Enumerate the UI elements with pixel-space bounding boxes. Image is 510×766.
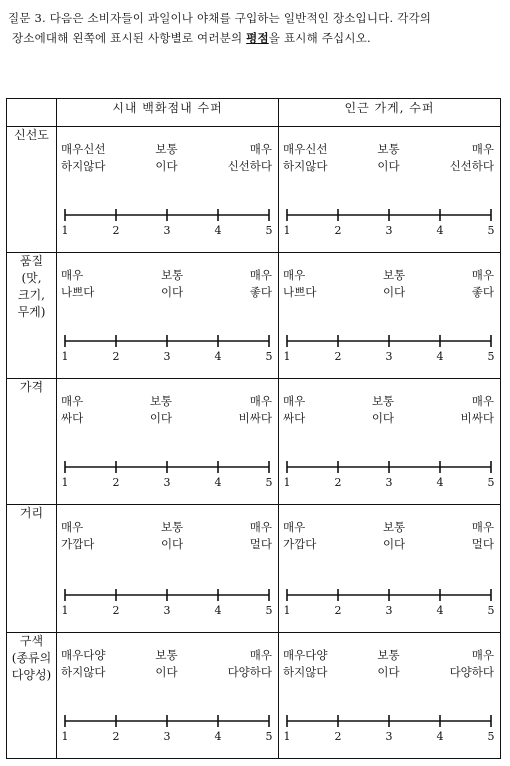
scale-point-label: 5 bbox=[265, 224, 273, 237]
scale-point-label: 4 bbox=[436, 476, 444, 489]
attribute-label-line: 구색 bbox=[19, 634, 44, 648]
rating-cell-nearby-store bbox=[279, 253, 501, 379]
scale-anchor-high-line: 매우 bbox=[471, 648, 494, 662]
scale-anchor-low-line: 싸다 bbox=[61, 411, 84, 425]
scale-anchors bbox=[57, 633, 278, 681]
attribute-label-line: (종류의 bbox=[11, 651, 52, 665]
scale-anchor-high-line: 신선하다 bbox=[227, 159, 272, 173]
scale-point-label: 2 bbox=[334, 224, 342, 237]
scale-anchor-mid-line: 보통 bbox=[377, 142, 400, 156]
attribute-label bbox=[7, 253, 57, 379]
scale-anchor-mid-line: 이다 bbox=[371, 411, 395, 425]
rating-scale bbox=[57, 329, 277, 369]
attribute-label bbox=[7, 379, 57, 505]
rating-cell-nearby-store bbox=[279, 127, 501, 253]
scale-anchor-mid-line: 보통 bbox=[155, 648, 178, 662]
scale-anchor-low-line: 매우 bbox=[283, 520, 306, 534]
scale-anchor-high-line: 좋다 bbox=[471, 285, 494, 299]
scale-anchor-high-line: 비싸다 bbox=[460, 411, 494, 425]
scale-anchors bbox=[57, 379, 278, 427]
scale-anchor-mid bbox=[383, 519, 405, 553]
scale-point-label: 5 bbox=[265, 604, 273, 617]
scale-point-label: 2 bbox=[334, 350, 342, 363]
scale-anchor-low-line: 매우 bbox=[61, 394, 84, 408]
scale-anchors bbox=[279, 633, 500, 681]
scale-anchor-high bbox=[461, 393, 494, 427]
scale-anchor-low-line: 하지않다 bbox=[61, 665, 106, 679]
scale-anchor-low bbox=[61, 267, 94, 301]
scale-anchor-low bbox=[61, 519, 94, 553]
scale-anchor-mid-line: 이다 bbox=[155, 159, 178, 173]
scale-anchor-high-line: 다양하다 bbox=[449, 665, 494, 679]
scale-point-label: 5 bbox=[265, 476, 273, 489]
scale-point-label: 3 bbox=[163, 224, 171, 237]
scale-anchor-mid-line: 보통 bbox=[382, 268, 406, 282]
scale-point-label: 3 bbox=[163, 604, 171, 617]
scale-anchor-low bbox=[283, 647, 327, 681]
scale-point-label: 3 bbox=[163, 730, 171, 743]
rating-cell-department-store bbox=[57, 379, 279, 505]
scale-point-label: 4 bbox=[214, 476, 222, 489]
scale-anchor-mid-line: 이다 bbox=[155, 665, 178, 679]
scale-anchor-low-line: 매우신선 bbox=[61, 142, 106, 156]
attribute-label-line: 가격 bbox=[19, 380, 44, 394]
attribute-row bbox=[7, 633, 501, 759]
scale-point-label: 5 bbox=[265, 730, 273, 743]
scale-anchor-low bbox=[61, 647, 105, 681]
scale-anchor-mid-line: 이다 bbox=[149, 411, 173, 425]
header-row bbox=[7, 99, 501, 127]
question-line-1: 질문 3. 다음은 소비자들이 과일이나 야채를 구입하는 일반적인 장소입니다. 각각의 bbox=[8, 11, 432, 25]
rating-cell-nearby-store bbox=[279, 379, 501, 505]
scale-anchor-high bbox=[472, 267, 494, 301]
scale-point-label: 2 bbox=[334, 476, 342, 489]
scale-anchor-high-line: 매우 bbox=[471, 268, 494, 282]
scale-anchors bbox=[279, 253, 500, 301]
scale-point-label: 1 bbox=[283, 350, 291, 363]
scale-point-label: 5 bbox=[487, 476, 495, 489]
rating-cell-department-store bbox=[57, 127, 279, 253]
attribute-label bbox=[7, 127, 57, 253]
scale-anchor-mid-line: 이다 bbox=[377, 665, 400, 679]
scale-anchor-high-line: 매우 bbox=[471, 142, 494, 156]
question-text bbox=[8, 8, 504, 48]
attribute-label-line: 무게) bbox=[17, 305, 46, 319]
attribute-row bbox=[7, 253, 501, 379]
scale-anchor-low-line: 하지않다 bbox=[283, 159, 328, 173]
scale-anchor-mid-line: 보통 bbox=[371, 394, 395, 408]
scale-point-label: 2 bbox=[112, 730, 120, 743]
attribute-label-line: 다양성) bbox=[11, 668, 52, 682]
scale-point-label: 5 bbox=[487, 350, 495, 363]
scale-anchor-mid-line: 보통 bbox=[160, 268, 184, 282]
scale-point-label: 1 bbox=[283, 604, 291, 617]
attribute-row bbox=[7, 127, 501, 253]
scale-anchor-high bbox=[239, 393, 272, 427]
scale-anchors bbox=[279, 127, 500, 175]
scale-anchor-mid-line: 보통 bbox=[382, 520, 406, 534]
scale-point-label: 4 bbox=[214, 224, 222, 237]
scale-point-label: 3 bbox=[163, 476, 171, 489]
question-emphasis: 평점 bbox=[246, 31, 269, 45]
header-department-store: 시내 백화점내 수퍼 bbox=[57, 99, 279, 127]
scale-point-label: 1 bbox=[283, 476, 291, 489]
rating-scale bbox=[279, 455, 499, 495]
scale-anchor-high bbox=[250, 267, 272, 301]
scale-point-label: 1 bbox=[61, 476, 69, 489]
attribute-label bbox=[7, 505, 57, 633]
scale-anchor-mid bbox=[377, 141, 399, 175]
scale-anchor-high-line: 매우 bbox=[249, 648, 272, 662]
scale-anchors bbox=[279, 379, 500, 427]
question-line-2-start: 장소에대해 왼쪽에 표시된 사항별로 여러분의 bbox=[12, 31, 247, 45]
scale-anchor-low bbox=[283, 519, 316, 553]
scale-anchor-high-line: 멀다 bbox=[249, 537, 272, 551]
scale-anchor-low-line: 싸다 bbox=[283, 411, 306, 425]
scale-point-label: 1 bbox=[61, 730, 69, 743]
scale-anchor-low-line: 하지않다 bbox=[283, 665, 328, 679]
scale-anchor-mid bbox=[383, 267, 405, 301]
scale-anchor-low-line: 매우 bbox=[61, 520, 84, 534]
scale-anchor-low bbox=[283, 393, 305, 427]
scale-anchor-mid-line: 보통 bbox=[377, 648, 400, 662]
rating-cell-nearby-store bbox=[279, 505, 501, 633]
attribute-row bbox=[7, 505, 501, 633]
scale-point-label: 4 bbox=[214, 350, 222, 363]
attribute-label-line: 크기, bbox=[18, 288, 45, 302]
rating-scale bbox=[57, 583, 277, 623]
scale-anchor-mid bbox=[161, 267, 183, 301]
scale-anchor-mid-line: 이다 bbox=[377, 159, 400, 173]
scale-anchor-mid-line: 보통 bbox=[160, 520, 184, 534]
scale-point-label: 4 bbox=[436, 730, 444, 743]
scale-anchor-mid-line: 보통 bbox=[155, 142, 178, 156]
scale-point-label: 4 bbox=[436, 350, 444, 363]
scale-point-label: 2 bbox=[112, 476, 120, 489]
rating-cell-department-store bbox=[57, 505, 279, 633]
scale-anchor-high-line: 멀다 bbox=[471, 537, 494, 551]
scale-anchor-mid-line: 이다 bbox=[160, 285, 184, 299]
scale-point-label: 3 bbox=[385, 476, 393, 489]
scale-point-label: 1 bbox=[61, 604, 69, 617]
scale-point-label: 1 bbox=[61, 350, 69, 363]
scale-anchor-high-line: 매우 bbox=[249, 142, 272, 156]
scale-anchor-mid-line: 이다 bbox=[382, 537, 406, 551]
attribute-label-line: (맛, bbox=[21, 271, 42, 285]
scale-point-label: 1 bbox=[283, 224, 291, 237]
scale-point-label: 5 bbox=[487, 730, 495, 743]
scale-point-label: 2 bbox=[112, 350, 120, 363]
scale-anchor-high-line: 비싸다 bbox=[238, 411, 272, 425]
rating-scale bbox=[57, 455, 277, 495]
scale-point-label: 2 bbox=[112, 604, 120, 617]
rating-scale bbox=[279, 203, 499, 243]
scale-anchor-low-line: 매우다양 bbox=[61, 648, 106, 662]
scale-anchor-mid bbox=[372, 393, 394, 427]
scale-anchor-low-line: 매우 bbox=[283, 268, 306, 282]
rating-scale bbox=[279, 583, 499, 623]
scale-anchor-low bbox=[283, 141, 327, 175]
scale-anchor-high-line: 매우 bbox=[249, 394, 272, 408]
scale-point-label: 2 bbox=[112, 224, 120, 237]
scale-anchor-low-line: 나쁘다 bbox=[283, 285, 317, 299]
rating-cell-department-store bbox=[57, 633, 279, 759]
header-nearby-store: 인근 가게, 수퍼 bbox=[279, 99, 501, 127]
scale-point-label: 4 bbox=[214, 604, 222, 617]
scale-anchor-mid-line: 이다 bbox=[160, 537, 184, 551]
scale-anchor-low-line: 매우 bbox=[61, 268, 84, 282]
scale-anchor-high-line: 좋다 bbox=[249, 285, 272, 299]
scale-anchor-low-line: 가깝다 bbox=[61, 537, 95, 551]
scale-anchor-low bbox=[61, 393, 83, 427]
rating-scale bbox=[279, 709, 499, 749]
attribute-label-line: 신선도 bbox=[14, 128, 49, 142]
question-line-2-end: 을 표시해 주십시오. bbox=[268, 31, 371, 45]
scale-anchor-low-line: 매우다양 bbox=[283, 648, 328, 662]
scale-anchors bbox=[279, 505, 500, 553]
rating-cell-department-store bbox=[57, 253, 279, 379]
scale-anchor-low-line: 하지않다 bbox=[61, 159, 106, 173]
scale-anchor-high bbox=[450, 647, 494, 681]
header-empty bbox=[7, 99, 57, 127]
rating-cell-nearby-store bbox=[279, 633, 501, 759]
scale-anchor-high-line: 다양하다 bbox=[227, 665, 272, 679]
scale-point-label: 4 bbox=[436, 224, 444, 237]
scale-point-label: 5 bbox=[265, 350, 273, 363]
rating-table bbox=[6, 98, 501, 759]
attribute-row bbox=[7, 379, 501, 505]
scale-anchor-mid bbox=[377, 647, 399, 681]
scale-anchor-high-line: 매우 bbox=[249, 268, 272, 282]
scale-anchor-high bbox=[250, 519, 272, 553]
attribute-label-line: 거리 bbox=[19, 506, 44, 520]
attribute-label bbox=[7, 633, 57, 759]
scale-anchors bbox=[57, 127, 278, 175]
rating-scale bbox=[57, 203, 277, 243]
scale-anchor-mid bbox=[155, 141, 177, 175]
scale-anchor-mid bbox=[161, 519, 183, 553]
scale-anchors bbox=[57, 253, 278, 301]
scale-anchor-low bbox=[283, 267, 316, 301]
scale-anchor-high-line: 매우 bbox=[249, 520, 272, 534]
scale-anchor-low-line: 가깝다 bbox=[283, 537, 317, 551]
scale-point-label: 5 bbox=[487, 604, 495, 617]
scale-anchor-low-line: 매우 bbox=[283, 394, 306, 408]
scale-anchor-mid bbox=[150, 393, 172, 427]
rating-scale bbox=[57, 709, 277, 749]
scale-point-label: 4 bbox=[214, 730, 222, 743]
scale-anchor-mid-line: 이다 bbox=[382, 285, 406, 299]
scale-anchor-low-line: 나쁘다 bbox=[61, 285, 95, 299]
scale-anchor-mid-line: 보통 bbox=[149, 394, 173, 408]
scale-anchor-low-line: 매우신선 bbox=[283, 142, 328, 156]
scale-anchor-high bbox=[450, 141, 494, 175]
scale-point-label: 1 bbox=[283, 730, 291, 743]
scale-point-label: 4 bbox=[436, 604, 444, 617]
scale-anchor-high-line: 매우 bbox=[471, 520, 494, 534]
scale-anchor-high-line: 매우 bbox=[471, 394, 494, 408]
scale-anchor-low bbox=[61, 141, 105, 175]
scale-point-label: 3 bbox=[385, 224, 393, 237]
scale-anchor-high-line: 신선하다 bbox=[449, 159, 494, 173]
scale-point-label: 2 bbox=[334, 604, 342, 617]
scale-anchors bbox=[57, 505, 278, 553]
scale-anchor-mid bbox=[155, 647, 177, 681]
scale-point-label: 3 bbox=[385, 730, 393, 743]
rating-scale bbox=[279, 329, 499, 369]
scale-point-label: 5 bbox=[487, 224, 495, 237]
scale-point-label: 3 bbox=[163, 350, 171, 363]
scale-anchor-high bbox=[228, 647, 272, 681]
scale-point-label: 3 bbox=[385, 350, 393, 363]
scale-anchor-high bbox=[228, 141, 272, 175]
scale-anchor-high bbox=[472, 519, 494, 553]
scale-point-label: 3 bbox=[385, 604, 393, 617]
attribute-label-line: 품질 bbox=[19, 254, 44, 268]
scale-point-label: 2 bbox=[334, 730, 342, 743]
question-line-2 bbox=[8, 28, 504, 48]
scale-point-label: 1 bbox=[61, 224, 69, 237]
